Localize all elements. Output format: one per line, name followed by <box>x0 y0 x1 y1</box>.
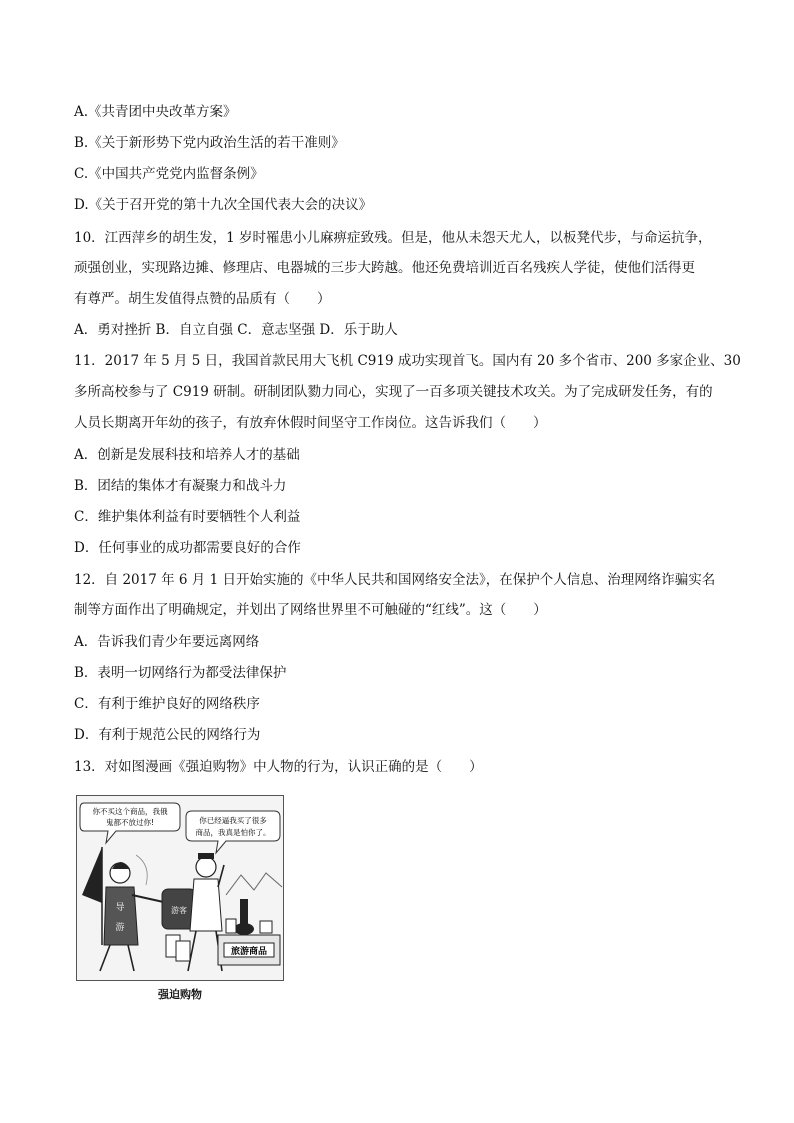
q12-stem-line-2: 制等方面作出了明确规定，并划出了网络世界里不可触碰的“红线”。这（ ） <box>74 602 547 618</box>
tourist-speech-line-2: 商品，我真是怕你了。 <box>195 828 271 837</box>
tourist-label: 游客 <box>171 906 187 915</box>
q10-stem-line-2: 顽强创业，实现路边摊、修理店、电器城的三步大跨越。他还免费培训近百名残疾人学徒，使他们活得更 <box>74 260 695 276</box>
q13-stem: 13．对如图漫画《强迫购物》中人物的行为，认识正确的是（ ） <box>74 759 483 775</box>
q12-option-d: D．有利于规范公民的网络行为 <box>74 727 261 743</box>
q11-option-a: A．创新是发展科技和培养人才的基础 <box>74 447 300 463</box>
q12-option-b: B．表明一切网络行为都受法律保护 <box>74 665 287 681</box>
q11-stem-line-1: 11．2017 年 5 月 5 日，我国首款民用大飞机 C919 成功实现首飞。国内有 20 多个省市、200 多家企业、30 <box>74 353 741 369</box>
q10-options: A．勇对挫折 B．自立自强 C．意志坚强 D．乐于助人 <box>74 322 398 338</box>
guide-label-2: 游 <box>115 923 125 933</box>
q12-option-a: A．告诉我们青少年要远离网络 <box>74 634 260 650</box>
stall-sign: 旅游商品 <box>230 947 268 957</box>
q11-option-b: B．团结的集体才有凝聚力和战斗力 <box>74 478 287 494</box>
q12-option-c: C．有利于维护良好的网络秩序 <box>74 696 260 712</box>
q11-stem-line-3: 人员长期离开年幼的孩子，有放弃休假时间坚守工作岗位。这告诉我们（ ） <box>74 415 547 431</box>
cartoon-caption: 强迫购物 <box>158 988 202 1001</box>
q11-stem-line-2: 多所高校参与了 C919 研制。研制团队勠力同心，实现了一百多项关键技术攻关。为了完成研发任务，有的 <box>74 384 713 400</box>
forced-shopping-cartoon <box>76 795 284 981</box>
q10-stem-line-3: 有尊严。胡生发值得点赞的品质有（ ） <box>74 291 331 307</box>
q9-option-c: C.《中国共产党党内监督条例》 <box>74 166 264 182</box>
q11-option-d: D．任何事业的成功都需要良好的合作 <box>74 540 301 556</box>
q9-option-b: B.《关于新形势下党内政治生活的若干准则》 <box>74 135 345 151</box>
q9-option-a: A.《共青团中央改革方案》 <box>74 104 237 120</box>
guide-speech-line-2: 鬼都不放过你! <box>105 818 155 827</box>
guide-speech-line-1: 你不买这个商品，我俄 <box>92 807 168 816</box>
q12-stem-line-1: 12．自 2017 年 6 月 1 日开始实施的《中华人民共和国网络安全法》，在保护个人信息、治理网络诈骗实名 <box>74 572 716 588</box>
guide-label-1: 导 <box>115 903 125 913</box>
q10-stem-line-1: 10．江西萍乡的胡生发，1 岁时罹患小儿麻痹症致残。但是，他从未怨天尤人，以板凳代步，与命运抗争， <box>74 230 712 246</box>
q9-option-d: D.《关于召开党的第十九次全国代表大会的决议》 <box>74 197 373 213</box>
tourist-speech-line-1: 你已经逼我买了很多 <box>199 816 267 825</box>
q11-option-c: C．维护集体利益有时要牺牲个人利益 <box>74 509 301 525</box>
